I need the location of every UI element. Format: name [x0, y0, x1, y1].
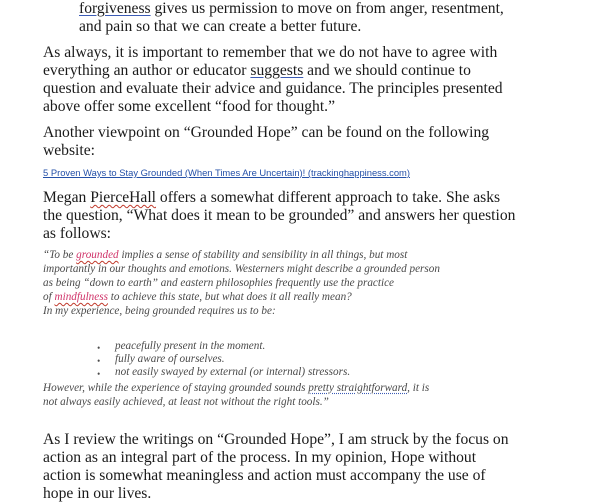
- paragraph-line: the question, “What does it mean to be grounded” and answers her question: [43, 207, 516, 224]
- paragraph-line: action as an integral part of the process. In my opinion, Hope without: [43, 449, 477, 466]
- bullet-item: peacefully present in the moment.: [115, 340, 266, 352]
- paragraph-viewpoint: [43, 124, 555, 160]
- bullet-icon: •: [97, 343, 101, 353]
- bullet-item: not easily swayed by external (or internal) stressors.: [115, 366, 351, 378]
- spellcheck-flagged-word[interactable]: PierceHall: [90, 189, 157, 206]
- paragraph-line: Another viewpoint on “Grounded Hope” can be found on the following: [43, 124, 490, 141]
- grammar-flagged-word[interactable]: suggests: [250, 62, 304, 79]
- paragraph-line: As always, it is important to remember that we do not have to agree with: [43, 44, 498, 61]
- paragraph-line: website:: [43, 142, 95, 159]
- quote-line: importantly in our thoughts and emotions. Westerners might describe a grounded person: [43, 263, 440, 275]
- quote-line: of mindfulness to achieve this state, but what does it all really mean?: [43, 291, 352, 303]
- grammar-flagged-phrase[interactable]: pretty straightforward: [308, 382, 408, 394]
- paragraph-line: as follows:: [43, 225, 112, 242]
- paragraph-line: question and evaluate their advice and guidance. The principles presented: [43, 80, 503, 97]
- quote-line: In my experience, being grounded requires us to be:: [43, 305, 276, 317]
- paragraph-line: action is somewhat meaningless and action must accompany the use of: [43, 467, 486, 484]
- highlighted-word[interactable]: mindfulness: [54, 291, 108, 303]
- paragraph-line: As I review the writings on “Grounded Hope”, I am struck by the focus on: [43, 431, 509, 448]
- website-link[interactable]: 5 Proven Ways to Stay Grounded (When Times Are Uncertain)! (trackinghappiness.com): [43, 167, 410, 178]
- paragraph-always: [43, 44, 555, 116]
- grammar-flagged-word[interactable]: forgiveness: [79, 0, 151, 17]
- bullet-icon: •: [97, 356, 101, 366]
- paragraph-megan: [43, 189, 555, 243]
- quote-line: However, while the experience of staying grounded sounds pretty straightforward, it is: [43, 382, 430, 394]
- paragraph-line: everything an author or educator suggests and we should continue to: [43, 62, 471, 79]
- paragraph-line: hope in our lives.: [43, 485, 152, 502]
- bullet-item: fully aware of ourselves.: [115, 353, 225, 365]
- quote-line: not always easily achieved, at least not without the right tools.”: [43, 396, 329, 408]
- paragraph-line: above offer some excellent “food for thought.”: [43, 98, 335, 115]
- paragraph-review: [43, 431, 555, 503]
- paragraph-forgiveness: [79, 0, 555, 36]
- paragraph-line: and pain so that we can create a better future.: [79, 18, 362, 35]
- bullet-icon: •: [97, 369, 101, 379]
- paragraph-line: Megan PierceHall offers a somewhat different approach to take. She asks: [43, 189, 501, 206]
- highlighted-word[interactable]: grounded: [76, 249, 119, 261]
- quote-line: “To be grounded implies a sense of stability and sensibility in all things, but most: [43, 249, 408, 261]
- paragraph-line: forgiveness gives us permission to move on from anger, resentment,: [79, 0, 504, 17]
- quote-line: as being “down to earth” and eastern philosophies frequently use the practice: [43, 277, 395, 289]
